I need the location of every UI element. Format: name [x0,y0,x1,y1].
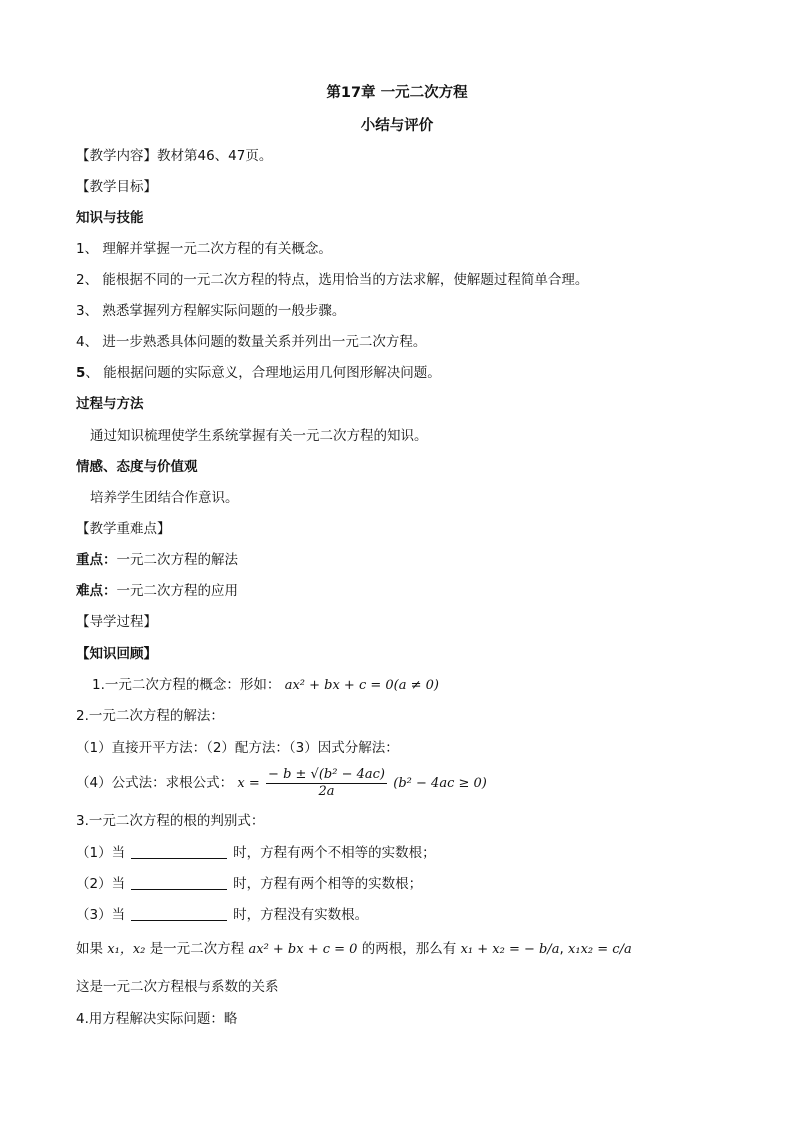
formula-x: x = [237,776,260,791]
goal-item [76,364,441,382]
case-suffix: 时，方程没有实数根。 [233,907,369,923]
concept-text: 1.一元二次方程的概念：形如： [92,677,281,693]
vieta-roots: x₁，x₂ [107,942,146,957]
vieta-product: x₁x₂ = c/a [568,942,632,957]
goal-item: 1、 理解并掌握一元二次方程的有关概念。 [76,241,332,257]
vieta-prefix: 如果 [76,941,103,957]
concept-formula: ax² + bx + c = 0(a ≠ 0) [284,678,439,693]
relation-text: 这是一元二次方程根与系数的关系 [76,979,279,995]
goal-text: 4、 进一步熟悉具体问题的数量关系并列出一元二次方程。 [76,334,427,350]
answer-blank[interactable] [131,908,227,921]
methods-line: （1）直接开平方法：（2）配方法：（3）因式分解法： [76,740,399,756]
discriminant-case [76,844,436,862]
vieta-sum: x₁ + x₂ = − b/a [460,942,560,957]
section-title: 小结与评价 [360,118,434,134]
case-suffix: 时，方程有两个不相等的实数根； [233,845,436,861]
goal-item: 3、 熟悉掌握列方程解实际问题的一般步骤。 [76,303,346,319]
key-text: 一元二次方程的解法 [116,552,238,568]
vieta-line: 如果 x₁，x₂ 是一元二次方程 ax² + bx + c = 0 的两根，那么有 x₁ + x₂ = − b/a, x₁x₂ = c/a [76,941,632,957]
knowledge-skills-heading: 知识与技能 [76,210,144,226]
formula-fraction [266,767,387,800]
concept-line [92,676,439,695]
discriminant-heading: 3.一元二次方程的根的判别式： [76,813,265,829]
answer-blank[interactable] [131,877,227,890]
guide-heading: 【导学过程】 [76,614,157,630]
methods-heading: 2.一元二次方程的解法： [76,708,224,724]
vieta-equation: ax² + bx + c = 0 [248,942,358,957]
formula-label: （4）公式法：求根公式： [76,775,234,791]
goal-item: 2、 能根据不同的一元二次方程的特点，选用恰当的方法求解，使解题过程简单合理。 [76,272,589,288]
key-label: 重点： [76,552,117,568]
case-suffix: 时，方程有两个相等的实数根； [233,876,423,892]
key-point [76,551,238,569]
case-prefix: （3）当 [76,907,126,923]
vieta-mid: 是一元二次方程 [149,941,245,957]
answer-blank[interactable] [131,846,227,859]
key-difficult-heading: 【教学重难点】 [76,521,171,537]
case-prefix: （2）当 [76,876,126,892]
case-prefix: （1）当 [76,845,126,861]
chapter-title: 第17章 一元二次方程 [326,85,468,101]
discriminant-case [76,906,368,924]
goal-text: 、 能根据问题的实际意义，合理地运用几何图形解决问题。 [85,365,441,381]
difficult-label: 难点： [76,583,117,599]
application-text: 4.用方程解决实际问题：略 [76,1011,238,1027]
difficult-point [76,582,238,600]
formula-denominator: 2a [318,783,335,799]
goal-number: 5 [76,365,86,381]
review-heading: 【知识回顾】 [76,646,157,662]
formula-numerator: − b ± √(b² − 4ac) [268,766,385,782]
teaching-goals-heading: 【教学目标】 [76,179,157,195]
emotion-heading: 情感、态度与价值观 [76,459,198,475]
formula-condition: (b² − 4ac ≥ 0) [393,776,487,791]
teaching-content: 【教学内容】教材第46、47页。 [76,148,273,164]
vieta-after: 的两根，那么有 [361,941,457,957]
process-text: 通过知识梳理使学生系统掌握有关一元二次方程的知识。 [90,428,428,444]
goal-item [76,333,426,351]
difficult-text: 一元二次方程的应用 [116,583,238,599]
process-heading: 过程与方法 [76,396,144,412]
quadratic-formula-line [76,766,487,801]
emotion-text: 培养学生团结合作意识。 [90,490,239,506]
discriminant-case [76,875,422,893]
